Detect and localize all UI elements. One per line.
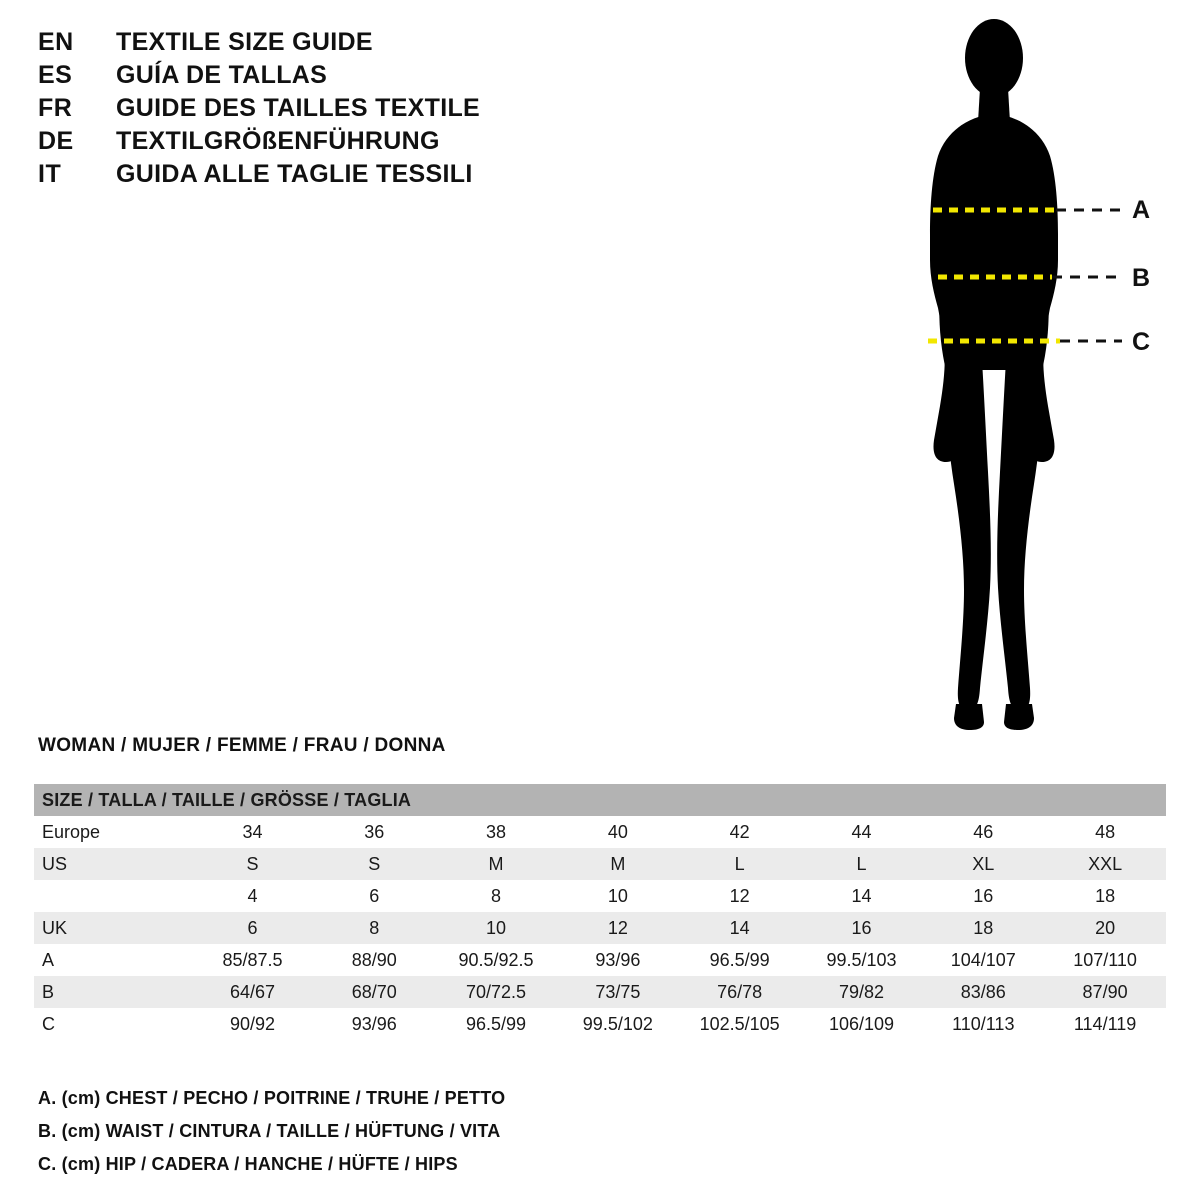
language-title: GUÍA DE TALLAS — [116, 61, 328, 89]
cell: 8 — [435, 880, 557, 912]
row-label — [34, 880, 192, 912]
cell: 16 — [801, 912, 923, 944]
measure-label-b: B — [1132, 264, 1151, 292]
cell: 40 — [557, 816, 679, 848]
language-code: EN — [38, 28, 74, 56]
cell: 90.5/92.5 — [435, 944, 557, 976]
cell: 76/78 — [679, 976, 801, 1008]
cell: 68/70 — [313, 976, 435, 1008]
footnote-list — [38, 1088, 938, 1187]
measure-label-a: A — [1132, 196, 1151, 224]
cell: 83/86 — [922, 976, 1044, 1008]
cell: 42 — [679, 816, 801, 848]
table-row — [34, 880, 1166, 912]
cell: 99.5/103 — [801, 944, 923, 976]
language-code: DE — [38, 127, 74, 155]
table-header-label: SIZE / TALLA / TAILLE / GRÖSSE / TAGLIA — [34, 784, 1166, 816]
row-label: Europe — [34, 816, 192, 848]
footnote-hip: C. (cm) HIP / CADERA / HANCHE / HÜFTE / HIPS — [38, 1154, 458, 1174]
cell: 114/119 — [1044, 1008, 1166, 1040]
cell: 110/113 — [922, 1008, 1044, 1040]
row-label: A — [34, 944, 192, 976]
language-title-list — [38, 28, 558, 193]
cell: 104/107 — [922, 944, 1044, 976]
cell: XXL — [1044, 848, 1166, 880]
cell: 14 — [801, 880, 923, 912]
footnote-waist: B. (cm) WAIST / CINTURA / TAILLE / HÜFTUNG / VITA — [38, 1121, 501, 1141]
cell: 36 — [313, 816, 435, 848]
cell: 102.5/105 — [679, 1008, 801, 1040]
row-label: B — [34, 976, 192, 1008]
table-row — [34, 912, 1166, 944]
cell: M — [435, 848, 557, 880]
cell: 44 — [801, 816, 923, 848]
cell: 12 — [557, 912, 679, 944]
language-row — [38, 160, 558, 189]
cell: 6 — [313, 880, 435, 912]
language-title: TEXTILGRÖßENFÜHRUNG — [116, 127, 440, 155]
cell: 8 — [313, 912, 435, 944]
cell: 46 — [922, 816, 1044, 848]
cell: 10 — [557, 880, 679, 912]
measure-label-c: C — [1132, 328, 1151, 356]
language-code: ES — [38, 61, 73, 89]
cell: 107/110 — [1044, 944, 1166, 976]
language-row — [38, 127, 558, 156]
language-row — [38, 94, 558, 123]
table-row — [34, 816, 1166, 848]
cell: 6 — [192, 912, 314, 944]
cell: 38 — [435, 816, 557, 848]
cell: 96.5/99 — [679, 944, 801, 976]
table-row — [34, 1008, 1166, 1040]
size-table — [34, 784, 1166, 1040]
cell: 14 — [679, 912, 801, 944]
language-row — [38, 28, 558, 57]
row-label: C — [34, 1008, 192, 1040]
cell: 88/90 — [313, 944, 435, 976]
language-code: FR — [38, 94, 73, 122]
cell: S — [192, 848, 314, 880]
cell: L — [801, 848, 923, 880]
cell: 20 — [1044, 912, 1166, 944]
body-figure — [860, 10, 1190, 740]
cell: 93/96 — [557, 944, 679, 976]
table-row — [34, 976, 1166, 1008]
cell: L — [679, 848, 801, 880]
female-silhouette-icon — [860, 10, 1190, 740]
cell: S — [313, 848, 435, 880]
cell: 64/67 — [192, 976, 314, 1008]
cell: 87/90 — [1044, 976, 1166, 1008]
cell: 18 — [922, 912, 1044, 944]
cell: 34 — [192, 816, 314, 848]
cell: 18 — [1044, 880, 1166, 912]
cell: 73/75 — [557, 976, 679, 1008]
language-title: GUIDE DES TAILLES TEXTILE — [116, 94, 481, 122]
cell: 48 — [1044, 816, 1166, 848]
language-code: IT — [38, 160, 62, 188]
table-header-row — [34, 784, 1166, 816]
row-label: US — [34, 848, 192, 880]
cell: 16 — [922, 880, 1044, 912]
cell: XL — [922, 848, 1044, 880]
cell: 85/87.5 — [192, 944, 314, 976]
cell: M — [557, 848, 679, 880]
table-row — [34, 944, 1166, 976]
cell: 99.5/102 — [557, 1008, 679, 1040]
row-label: UK — [34, 912, 192, 944]
cell: 70/72.5 — [435, 976, 557, 1008]
cell: 79/82 — [801, 976, 923, 1008]
cell: 96.5/99 — [435, 1008, 557, 1040]
cell: 90/92 — [192, 1008, 314, 1040]
table-row — [34, 848, 1166, 880]
cell: 4 — [192, 880, 314, 912]
section-heading-woman: WOMAN / MUJER / FEMME / FRAU / DONNA — [38, 735, 446, 756]
cell: 12 — [679, 880, 801, 912]
language-row — [38, 61, 558, 90]
language-title: TEXTILE SIZE GUIDE — [116, 28, 373, 56]
footnote-chest: A. (cm) CHEST / PECHO / POITRINE / TRUHE / PETTO — [38, 1088, 506, 1108]
cell: 106/109 — [801, 1008, 923, 1040]
cell: 10 — [435, 912, 557, 944]
language-title: GUIDA ALLE TAGLIE TESSILI — [116, 160, 473, 188]
cell: 93/96 — [313, 1008, 435, 1040]
